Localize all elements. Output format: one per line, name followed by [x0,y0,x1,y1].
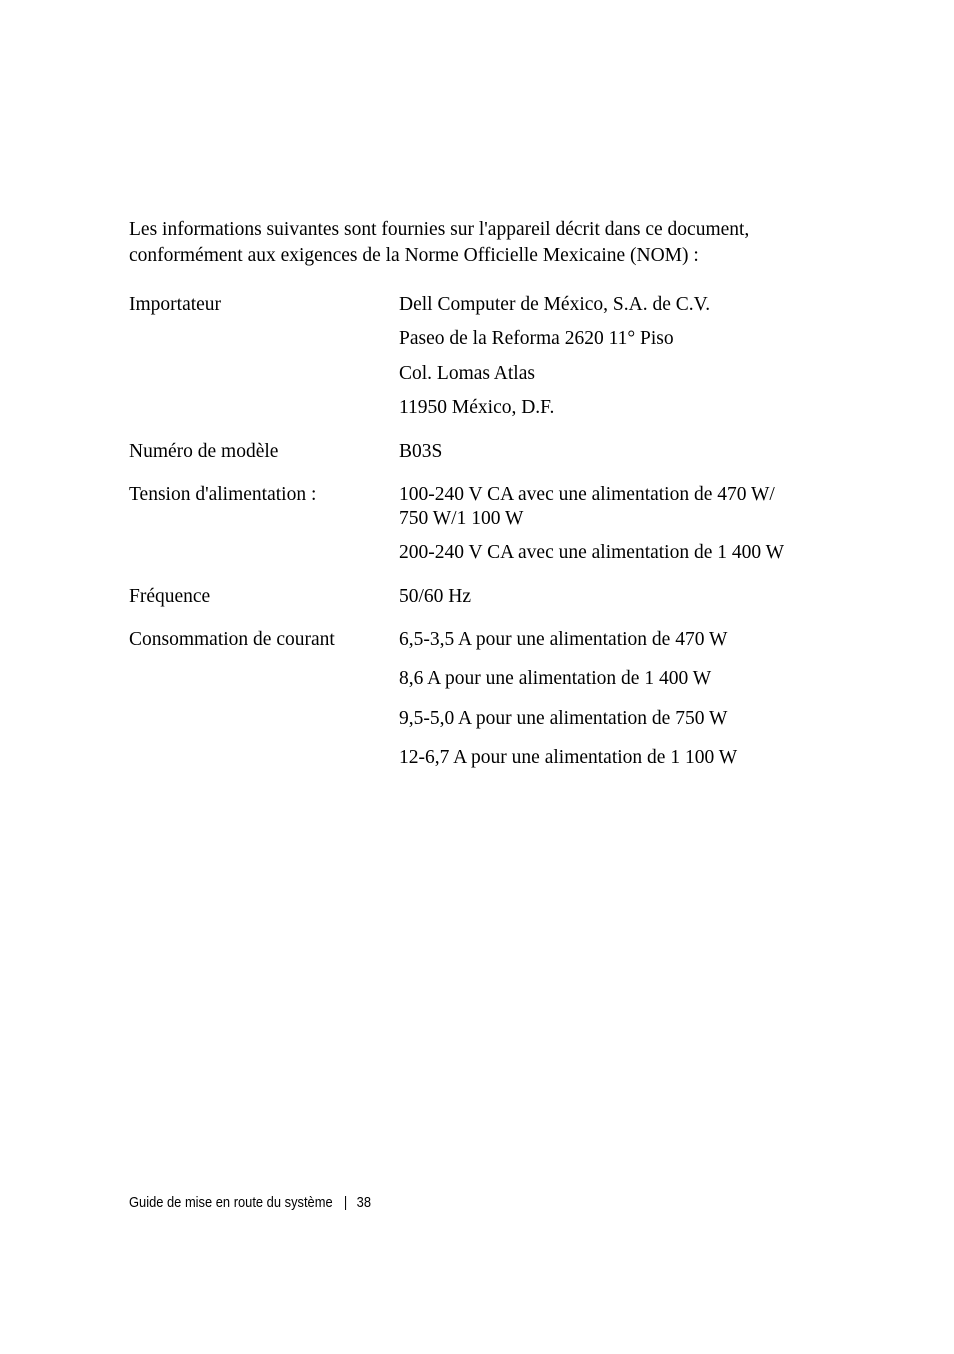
spec-label-frequency: Fréquence [129,586,211,607]
spec-label-voltage: Tension d'alimentation : [129,484,317,505]
page-footer [129,1193,371,1213]
current-line-4: 12-6,7 A pour une alimentation de 1 100 W [399,747,738,768]
voltage-line-3: 200-240 V CA avec une alimentation de 1 400 W [399,542,785,563]
footer-separator: | [343,1194,348,1211]
spec-label-current: Consommation de courant [129,629,335,650]
importer-company: Dell Computer de México, S.A. de C.V. [399,294,711,315]
model-number: B03S [399,441,443,462]
intro-line-1: Les informations suivantes sont fournies sur l'appareil décrit dans ce document, [129,219,750,240]
frequency-value: 50/60 Hz [399,586,472,607]
page-number: 38 [356,1194,371,1211]
voltage-line-1: 100-240 V CA avec une alimentation de 470 W/ [399,484,775,505]
current-line-1: 6,5-3,5 A pour une alimentation de 470 W [399,629,728,650]
current-line-2: 8,6 A pour une alimentation de 1 400 W [399,668,712,689]
spec-label-model: Numéro de modèle [129,441,279,462]
importer-colony: Col. Lomas Atlas [399,363,535,384]
importer-city: 11950 México, D.F. [399,397,555,418]
footer-title: Guide de mise en route du système [129,1194,333,1211]
current-line-3: 9,5-5,0 A pour une alimentation de 750 W [399,708,728,729]
intro-line-2: conformément aux exigences de la Norme Officielle Mexicaine (NOM) : [129,245,699,266]
voltage-line-2: 750 W/1 100 W [399,508,524,529]
importer-street: Paseo de la Reforma 2620 11° Piso [399,328,674,349]
intro-paragraph [129,217,869,269]
spec-label-importer: Importateur [129,294,222,315]
